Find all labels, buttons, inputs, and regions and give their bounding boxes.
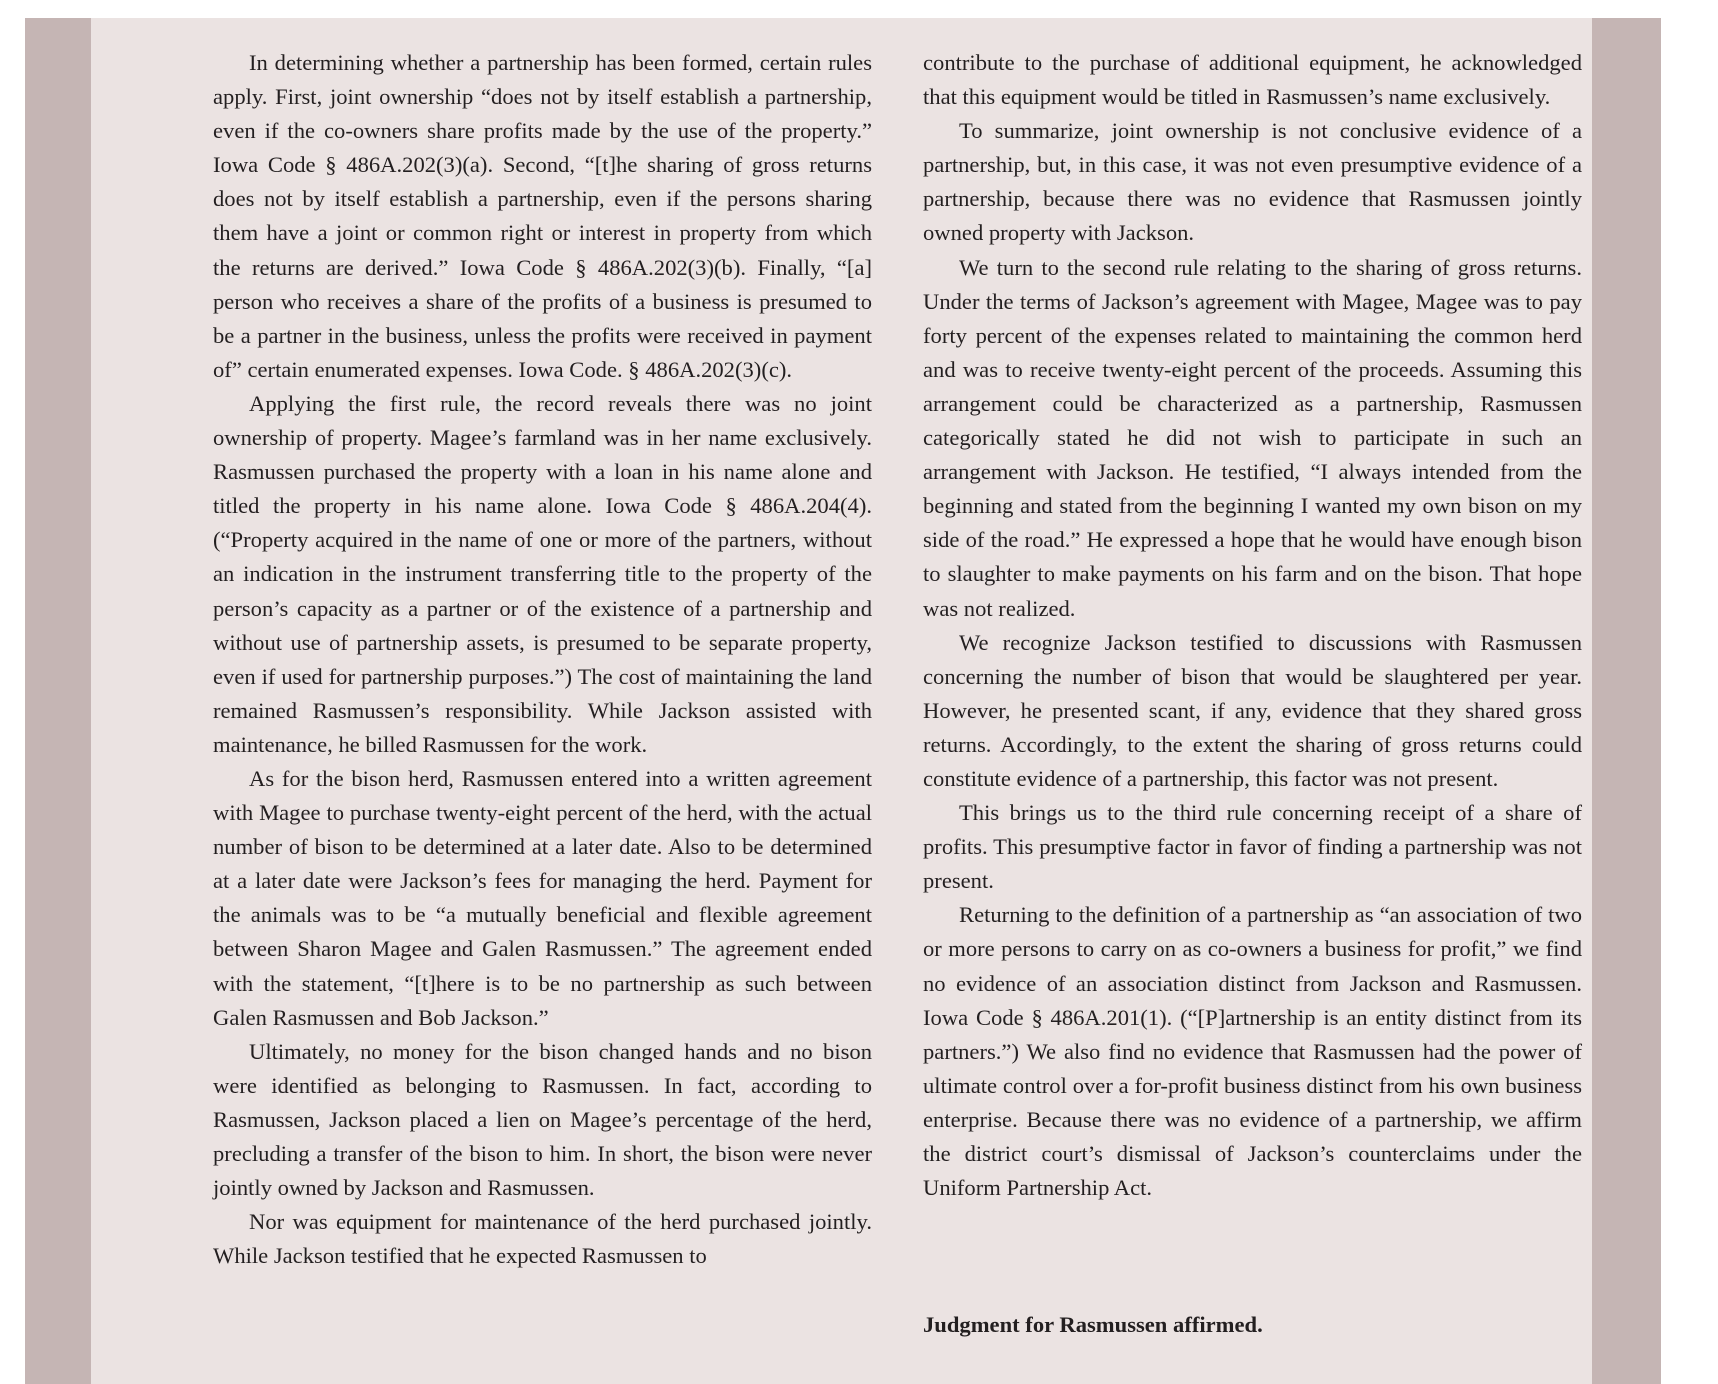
paragraph: In determining whether a partnership has been formed, certain rules apply. First, joint ownership “does not by itself establish a partnership, even if the co-owners share profits made by the use of the property.” Iowa Code § 486A.202(3)(a). Second, “[t]he sharing of gross returns does not by itself establish a partnership, even if the persons sharing them have a joint or common right or interest in property from which the returns are derived.” Iowa Code § 486A.202(3)(b). Finally, “[a] person who receives a share of the profits of a business is presumed to be a partner in the business, unless the profits were received in payment of” certain enumerated expenses. Iowa Code. § 486A.202(3)(c). — [213, 50, 872, 382]
paragraph: We turn to the second rule relating to the sharing of gross returns. Under the terms of Jackson’s agreement with Magee, Magee was to pay forty percent of the expenses related to maintaining the common herd and was to receive twenty-eight percent of the proceeds. Assuming this arrangement could be characterized as a partnership, Rasmussen categorically stated he did not wish to participate in such an arrangement with Jackson. He testified, “I always intended from the beginning and stated from the beginning I wanted my own bison on my side of the road.” He expressed a hope that he would have enough bison to slaughter to make payments on his farm and on the bison. That hope was not realized. — [923, 254, 1582, 621]
paragraph: Ultimately, no money for the bison changed hands and no bison were identified as belonging to Rasmussen. In fact, according to Rasmussen, Jackson placed a lien on Magee’s percentage of the herd, precluding a transfer of the bison to him. In short, the bison were never jointly owned by Jackson and Rasmussen. — [213, 1038, 872, 1201]
paragraph: To summarize, joint ownership is not conclusive evidence of a partnership, but, in this case, it was not even presumptive evidence of a partnership, because there was no evidence that Rasmussen jointly owned property with Jackson. — [923, 118, 1582, 246]
paragraph: As for the bison herd, Rasmussen entered into a written agreement with Magee to purchase twenty-eight percent of the herd, with the actual number of bison to be determined at a later date. Also to be determined at a later date were Jackson’s fees for managing the herd. Payment for the animals was to be “a mutually beneficial and flexible agreement between Sharon Magee and Galen Rasmussen.” The agreement ended with the statement, “[t]here is to be no partnership as such between Galen Rasmussen and Bob Jackson.” — [213, 765, 872, 1030]
paragraph: This brings us to the third rule concerning receipt of a share of profits. This presumptive factor in favor of finding a partnership was not present. — [923, 800, 1582, 894]
paragraph: We recognize Jackson testified to discussions with Rasmussen concerning the number of bison that would be slaughtered per year. However, he presented scant, if any, evidence that they shared gross returns. Accordingly, to the extent the sharing of gross returns could constitute evidence of a partnership, this factor was not present. — [923, 629, 1582, 791]
paragraph: Applying the first rule, the record reveals there was no joint ownership of property. Magee’s farmland was in her name exclusively. Rasmussen purchased the property with a loan in his name alone and titled the property in his name alone. Iowa Code § 486A.204(4). (“Property acquired in the name of one or more of the partners, without an indication in the instrument transferring title to the property of the person’s capacity as a partner or of the existence of a partnership and without use of partnership assets, is presumed to be separate property, even if used for partnership purposes.”) The cost of maintaining the land remained Rasmussen’s responsibility. While Jackson assisted with maintenance, he billed Rasmussen for the work. — [213, 390, 872, 757]
paragraph: Returning to the definition of a partnership as “an association of two or more persons to carry on as co-owners a business for profit,” we find no evidence of an association distinct from Jackson and Rasmussen. Iowa Code § 486A.201(1). (“[P]artnership is an entity distinct from its partners.”) We also find no evidence that Rasmussen had the power of ultimate control over a for-profit business distinct from his own business enterprise. Because there was no evidence of a partnership, we affirm the district court’s dismissal of Jackson’s counterclaims under the Uniform Partnership Act. — [923, 902, 1582, 1201]
left-column — [213, 46, 872, 1273]
paragraph-continuation: contribute to the purchase of additional equipment, he acknowledged that this equipment would be titled in Rasmussen’s name exclusively. — [923, 50, 1582, 110]
right-column — [923, 46, 1582, 1205]
verdict-heading: Judgment for Rasmussen affirmed. — [923, 1312, 1263, 1337]
paragraph: Nor was equipment for maintenance of the herd purchased jointly. While Jackson testified that he expected Rasmussen to — [213, 1209, 872, 1269]
